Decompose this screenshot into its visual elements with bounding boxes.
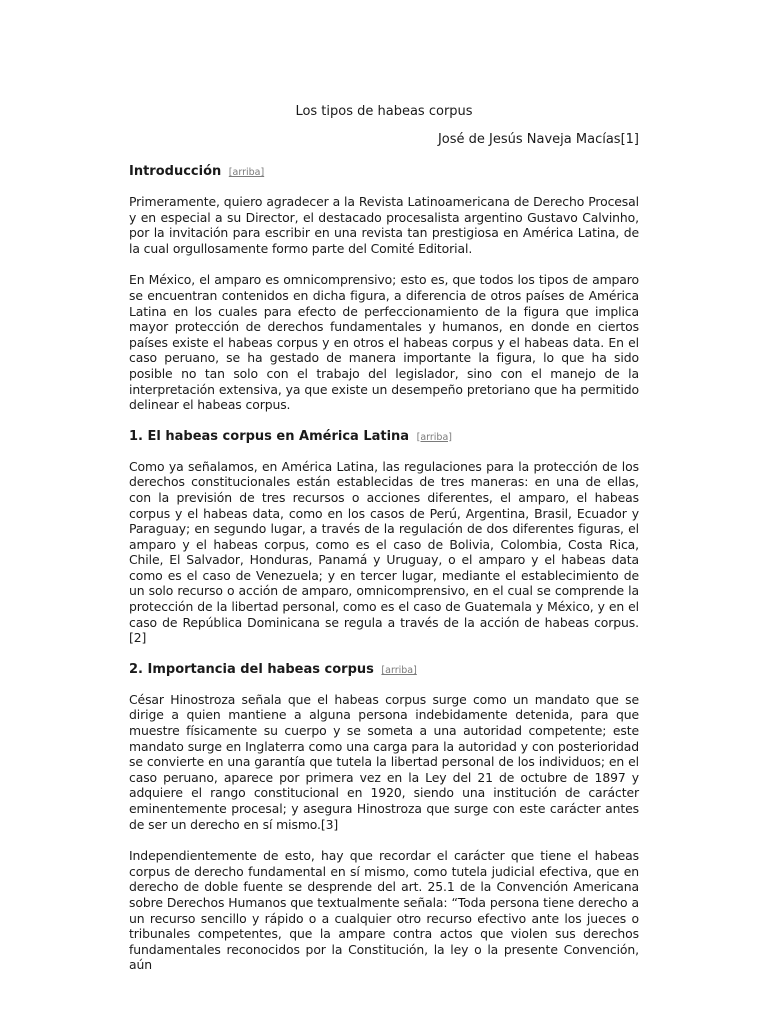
footnote-ref[interactable]: [3] [320, 816, 339, 832]
paragraph-text: César Hinostroza señala que el habeas corpus surge como un mandato que se dirige a quien mantiene a alguna persona indebidamente detenida, para que muestre físicamente su cuerpo y se someta a una autoridad competente; este mandato surge en Inglaterra como una carga para la autoridad y con posterioridad se convierte en una garantía que tutela la libertad personal de los individuos; en el caso peruano, aparece por primera vez en la Ley del 21 de octubre de 1897 y adquiere el rango constitucional en 1920, siendo una institución de carácter eminentemente procesal; y asegura Hinostroza que surge con este carácter antes de ser un derecho en sí mismo. [129, 691, 639, 832]
document-page [129, 104, 639, 989]
paragraph-text: Independientemente de esto, hay que recordar el carácter que tiene el habeas corpus de derecho fundamental en sí mismo, como tutela judicial efectiva, que en derecho de doble fuente se desprende del art. 25.1 de la Convención Americana sobre Derechos Humanos que textualmente señala: “Toda persona tiene derecho a un recurso sencillo y rápido o a cualquier otro recurso efectivo ante los jueces o tribunales competentes, que la ampare contra actos que violen sus derechos fundamentales reconocidos por la Constitución, la ley o la presente Convención, aún [129, 848, 639, 973]
paragraph [129, 848, 639, 973]
paragraph [129, 272, 639, 412]
back-to-top-link[interactable]: [arriba] [381, 664, 417, 676]
footnote-ref[interactable]: [2] [129, 630, 147, 646]
author-name: José de Jesús Naveja Macías [437, 132, 621, 147]
section-heading-text: Introducción [129, 164, 222, 179]
section-heading-america-latina [129, 429, 639, 446]
back-to-top-link[interactable]: [arriba] [416, 431, 452, 443]
section-heading-text: 1. El habeas corpus en América Latina [129, 428, 410, 444]
author-footnote-ref[interactable]: [1] [620, 132, 639, 147]
back-to-top-link[interactable]: [arriba] [228, 167, 265, 178]
paragraph [129, 692, 639, 832]
paragraph-text: Como ya señalamos, en América Latina, las regulaciones para la protección de los derechos constitucionales están establecidas de tres maneras: en una de ellas, con la previsión de tres recursos o acciones diferentes, el amparo, el habeas corpus y el habeas data, como en los casos de Perú, Argentina, Brasil, Ecuador y Paraguay; en segundo lugar, a través de la regulación de dos diferentes figuras, el amparo y el habeas corpus, como es el caso de Bolivia, Colombia, Costa Rica, Chile, El Salvador, Honduras, Panamá y Uruguay, o el amparo y el habeas data como es el caso de Venezuela; y en tercer lugar, mediante el establecimiento de un solo recurso o acción de amparo, omnicomprensivo, en el cual se comprende la protección de la libertad personal, como es el caso de Guatemala y México, y en el caso de República Dominicana se regula a través de la acción de habeas corpus. [129, 458, 639, 630]
paragraph [129, 459, 639, 646]
section-heading-introduccion [129, 164, 639, 181]
paragraph-text: Primeramente, quiero agradecer a la Revista Latinoamericana de Derecho Procesal y en especial a su Director, el destacado procesalista argentino Gustavo Calvinho, por la invitación para escribir en una revista tan prestigiosa en América Latina, de la cual orgullosamente formo parte del Comité Editorial. [129, 194, 639, 256]
document-title: Los tipos de habeas corpus [295, 104, 473, 119]
paragraph-text: En México, el amparo es omnicomprensivo; esto es, que todos los tipos de amparo se encuentran contenidos en dicha figura, a diferencia de otros países de América Latina en los cuales para efecto de perfeccionamiento de la figura que implica mayor protección de derechos fundamentales y humanos, en donde en ciertos países existe el habeas corpus y en otros el habeas corpus y el habeas data. En el caso peruano, se ha gestado de manera importante la figura, lo que ha sido posible no tan solo con el trabajo del legislador, sino con el manejo de la interpretación extensiva, ya que existe un desempeño pretoriano que ha permitido delinear el habeas corpus. [129, 272, 639, 413]
section-heading-text: 2. Importancia del habeas corpus [129, 661, 374, 677]
paragraph [129, 194, 639, 256]
section-heading-importancia [129, 662, 639, 679]
author-line [129, 132, 639, 148]
